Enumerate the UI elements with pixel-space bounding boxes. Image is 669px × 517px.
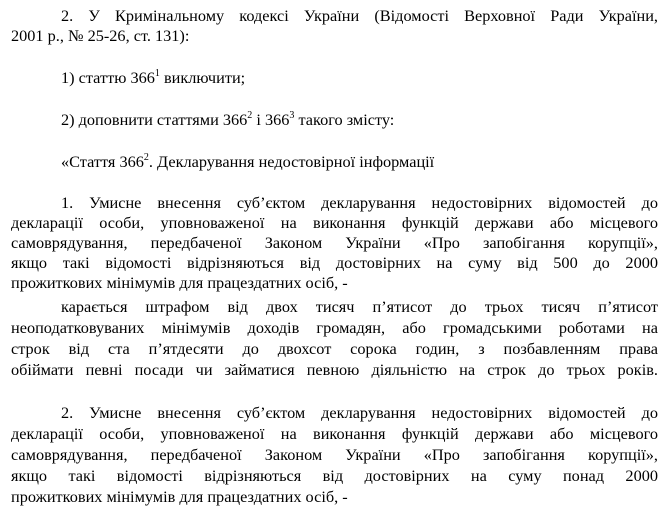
- item-1-exclude-article: [61, 68, 658, 88]
- penalty-line-3: строк від ста п’ятдесяти до двохсот сорока годин, з позбавленням права: [11, 339, 658, 358]
- item-2-superscript-2: 3: [289, 109, 295, 121]
- part-2-line-3: самоврядування, передбаченої Законом України «Про запобігання корупції»,: [11, 445, 658, 464]
- part-1-line-3: самоврядування, передбаченої Законом України «Про запобігання корупції»,: [11, 233, 658, 252]
- article-heading-post: . Декларування недостовірної інформації: [148, 152, 435, 171]
- penalty-line-4: обіймати певні посади чи займатися певною діяльністю на строк до трьох років.: [11, 360, 658, 379]
- item-1-text-post: виключити;: [159, 68, 246, 87]
- penalty-line-2: неоподатковуваних мінімумів доходів громадян, або громадськими роботами на: [11, 318, 658, 337]
- item-2-superscript-1: 2: [247, 109, 253, 121]
- part-1-line-4: якщо такі відомості відрізняються від достовірних на суму від 500 до 2000: [11, 253, 658, 272]
- part-1-line-5: прожиткових мінімумів для працездатних осіб, -: [11, 273, 348, 292]
- amendment-intro-line-1: 2. У Кримінальному кодексі України (Відомості Верховної Ради України,: [61, 6, 658, 25]
- item-2-text-post: такого змісту:: [294, 110, 395, 129]
- part-2-line-4: якщо такі відомості відрізняються від достовірних на суму понад 2000: [11, 466, 658, 485]
- item-1-text-pre: 1) статтю 366: [61, 68, 155, 87]
- penalty-line-1: карається штрафом від двох тисяч п’ятисот до трьох тисяч п’ятисот: [61, 297, 658, 316]
- part-1-line-2: декларації особи, уповноваженої на виконання функцій держави або місцевого: [11, 213, 658, 232]
- part-1-line-1: 1. Умисне внесення суб’єктом декларування недостовірних відомостей до: [61, 193, 658, 212]
- article-heading-superscript: 2: [143, 151, 149, 163]
- item-1-superscript: 1: [154, 67, 160, 79]
- item-2-add-articles: [61, 110, 658, 130]
- item-2-text-mid: і 366: [252, 110, 290, 129]
- amendment-intro-line-2: 2001 р., № 25-26, ст. 131):: [11, 26, 190, 45]
- part-2-line-5: прожиткових мінімумів для працездатних осіб, -: [11, 487, 348, 506]
- item-2-text-pre: 2) доповнити статтями 366: [61, 110, 248, 129]
- article-heading: [61, 152, 658, 172]
- part-2-line-1: 2. Умисне внесення суб’єктом декларування недостовірних відомостей до: [61, 403, 658, 422]
- part-2-line-2: декларації особи, уповноваженої на виконання функцій держави або місцевого: [11, 424, 658, 443]
- article-heading-pre: «Стаття 366: [61, 152, 144, 171]
